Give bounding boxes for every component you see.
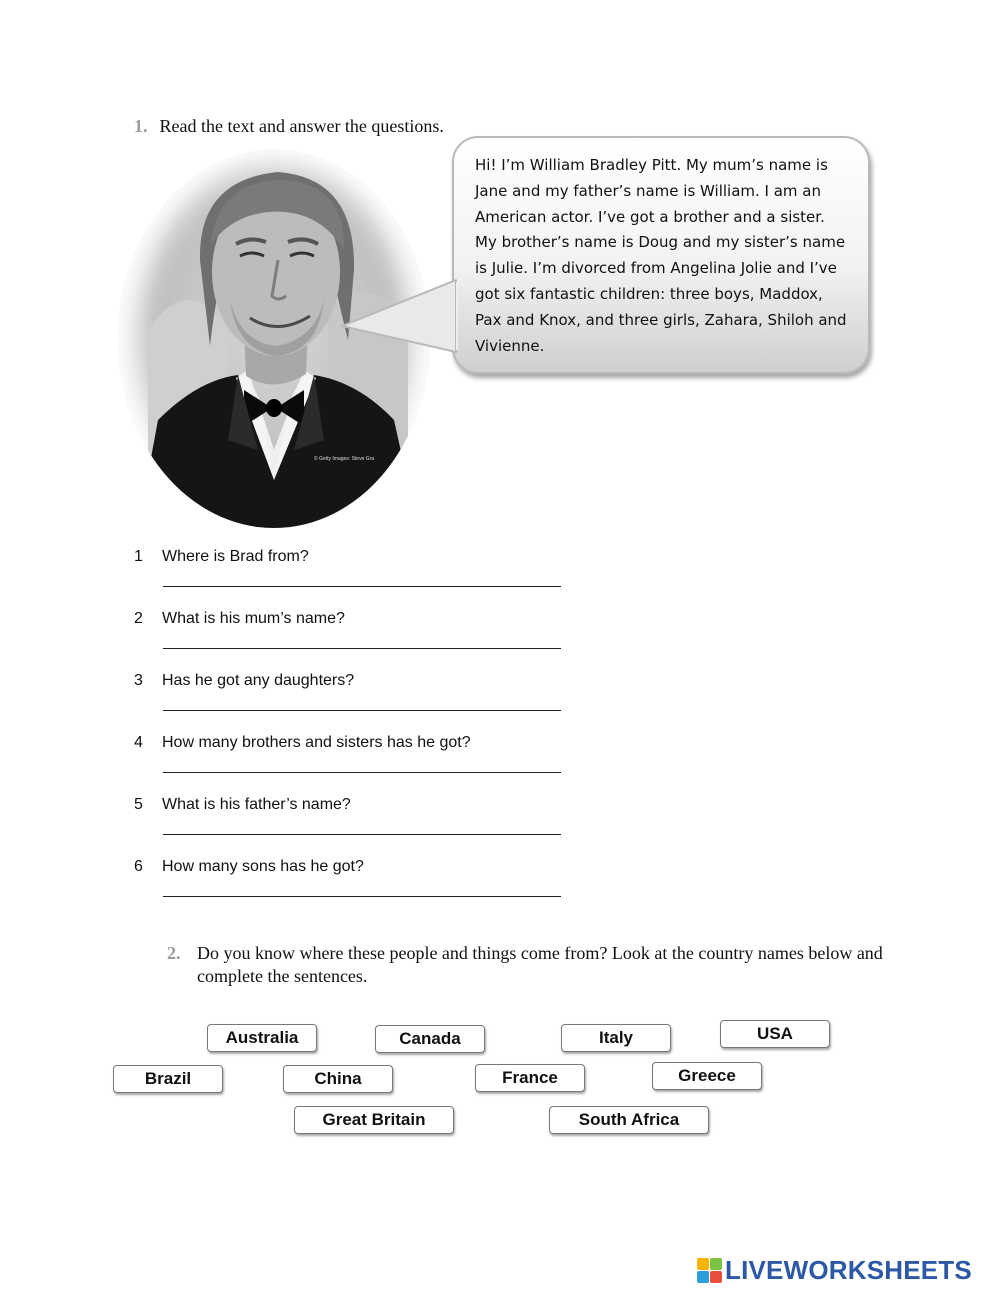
answer-line-2[interactable] [163, 648, 561, 649]
question-text: Has he got any daughters? [162, 672, 355, 689]
answer-line-4[interactable] [163, 772, 561, 773]
question-text: How many brothers and sisters has he got? [162, 734, 471, 751]
country-canada[interactable]: Canada [375, 1025, 485, 1053]
exercise2-heading [167, 942, 887, 988]
question-number: 2 [134, 610, 143, 627]
exercise1-number: 1. [134, 116, 148, 136]
speech-bubble-tail-icon [340, 278, 458, 354]
answer-line-1[interactable] [163, 586, 561, 587]
country-australia[interactable]: Australia [207, 1024, 317, 1052]
country-great-britain[interactable]: Great Britain [294, 1106, 454, 1134]
country-france[interactable]: France [475, 1064, 585, 1092]
exercise2-number: 2. [167, 943, 181, 963]
answer-line-5[interactable] [163, 834, 561, 835]
question-text: What is his father’s name? [162, 796, 351, 813]
country-south-africa[interactable]: South Africa [549, 1106, 709, 1134]
logo-text: LIVEWORKSHEETS [725, 1254, 972, 1285]
country-greece[interactable]: Greece [652, 1062, 762, 1090]
speech-bubble-text: Hi! I’m William Bradley Pitt. My mum’s name is Jane and my father’s name is William. I am an American actor. I’ve got a brother and a sister. My brother’s name is Doug and my sister’s name is Julie. I’m divorced from Angelina Jolie and I’ve got six fantastic children: three boys, Maddox, Pax and Knox, and three girls, Zahara, Shiloh and Vivienne. [475, 156, 847, 355]
exercise1-heading [134, 116, 444, 137]
country-usa[interactable]: USA [720, 1020, 830, 1048]
question-number: 5 [134, 796, 143, 813]
question-number: 4 [134, 734, 143, 751]
question-text: Where is Brad from? [162, 548, 309, 565]
country-italy[interactable]: Italy [561, 1024, 671, 1052]
photo-credit: © Getty Images: Steve Gra [314, 456, 375, 462]
exercise1-instruction: Read the text and answer the questions. [159, 116, 444, 136]
question-text: How many sons has he got? [162, 858, 364, 875]
question-number: 3 [134, 672, 143, 689]
answer-line-3[interactable] [163, 710, 561, 711]
question-number: 6 [134, 858, 143, 875]
exercise2-instruction: Do you know where these people and things come from? Look at the country names below and complete the sentences. [197, 943, 883, 986]
country-brazil[interactable]: Brazil [113, 1065, 223, 1093]
liveworksheets-logo [697, 1255, 972, 1285]
liveworksheets-logo-icon [697, 1258, 722, 1283]
question-text: What is his mum’s name? [162, 610, 345, 627]
answer-line-6[interactable] [163, 896, 561, 897]
country-china[interactable]: China [283, 1065, 393, 1093]
question-number: 1 [134, 548, 143, 565]
